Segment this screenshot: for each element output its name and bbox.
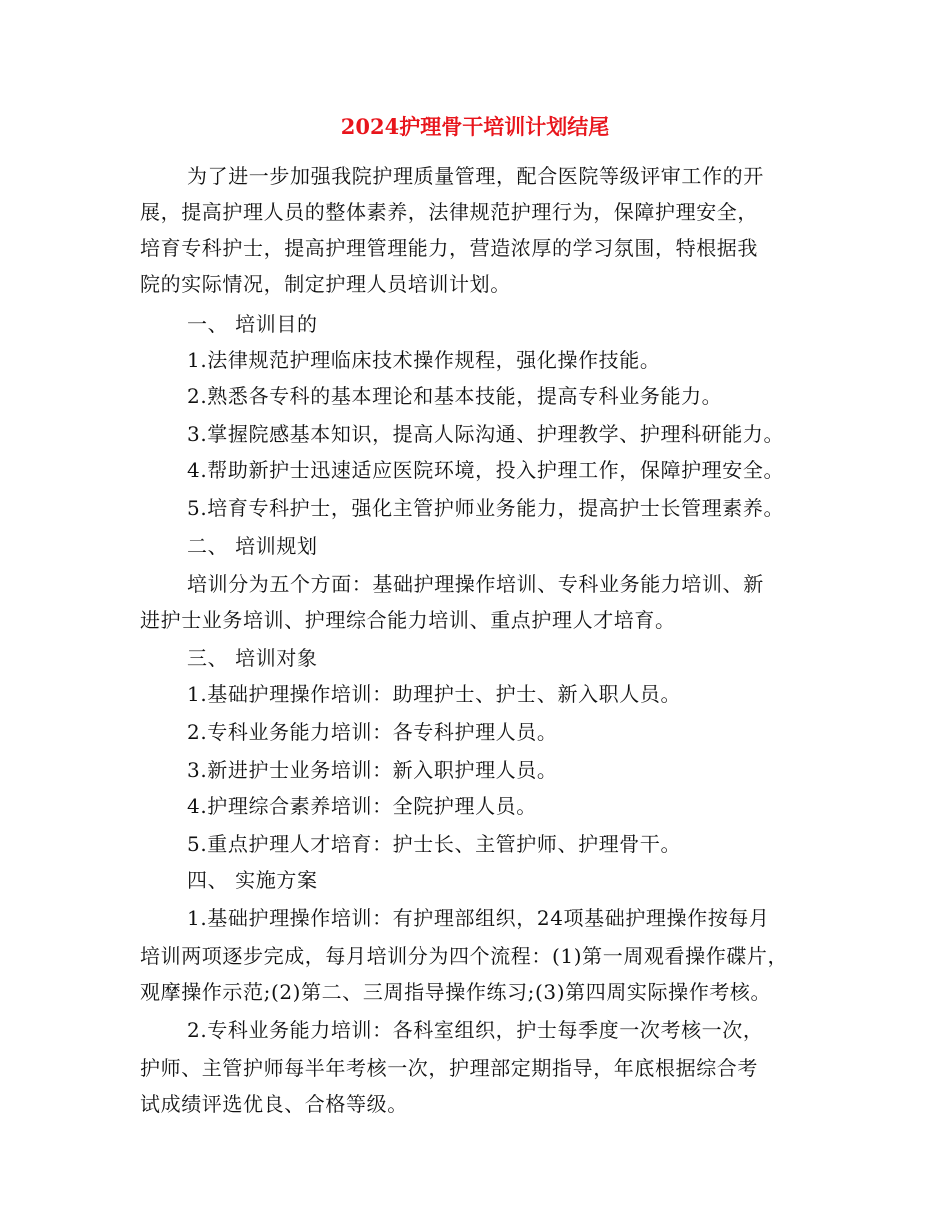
- section-heading: 二、 培训规划: [187, 534, 318, 558]
- paragraph-line: 培育专科护士，提高护理管理能力，营造浓厚的学习氛围，特根据我: [140, 236, 758, 260]
- paragraph-line: 展，提高护理人员的整体素养，法律规范护理行为，保障护理安全，: [140, 200, 758, 224]
- paragraph-line: 试成绩评选优良、合格等级。: [140, 1092, 408, 1116]
- paragraph-line: 1.基础护理操作培训：有护理部组织，24项基础护理操作按每月: [187, 906, 770, 930]
- list-item: 5.培育专科护士，强化主管护师业务能力，提高护士长管理素养。: [187, 496, 785, 520]
- paragraph-line: 培训分为五个方面：基础护理操作培训、专科业务能力培训、新: [187, 572, 764, 596]
- paragraph-line: 院的实际情况，制定护理人员培训计划。: [140, 272, 511, 296]
- list-item: 1.基础护理操作培训：助理护士、护士、新入职人员。: [187, 682, 682, 706]
- paragraph-line: 护师、主管护师每半年考核一次，护理部定期指导，年底根据综合考: [140, 1056, 758, 1080]
- paragraph-line: 进护士业务培训、护理综合能力培训、重点护理人才培育。: [140, 608, 676, 632]
- list-item: 2.熟悉各专科的基本理论和基本技能，提高专科业务能力。: [187, 384, 723, 408]
- list-item: 4.护理综合素养培训：全院护理人员。: [187, 794, 537, 818]
- list-item: 1.法律规范护理临床技术操作规程，强化操作技能。: [187, 348, 661, 372]
- paragraph-line: 培训两项逐步完成，每月培训分为四个流程：(1)第一周观看操作碟片，: [140, 944, 789, 968]
- list-item: 2.专科业务能力培训：各专科护理人员。: [187, 720, 558, 744]
- section-heading: 一、 培训目的: [187, 312, 318, 336]
- paragraph-line: 为了进一步加强我院护理质量管理，配合医院等级评审工作的开: [187, 164, 764, 188]
- section-heading: 四、 实施方案: [187, 868, 318, 892]
- section-heading: 三、 培训对象: [187, 646, 318, 670]
- list-item: 5.重点护理人才培育：护士长、主管护师、护理骨干。: [187, 832, 682, 856]
- document-title: 2024护理骨干培训计划结尾: [340, 114, 610, 139]
- paragraph-line: 观摩操作示范;(2)第二、三周指导操作练习;(3)第四周实际操作考核。: [140, 980, 772, 1004]
- list-item: 3.新进护士业务培训：新入职护理人员。: [187, 758, 558, 782]
- list-item: 3.掌握院感基本知识，提高人际沟通、护理教学、护理科研能力。: [187, 422, 785, 446]
- list-item: 4.帮助新护士迅速适应医院环境，投入护理工作，保障护理安全。: [187, 458, 785, 482]
- paragraph-line: 2.专科业务能力培训：各科室组织，护士每季度一次考核一次，: [187, 1018, 764, 1042]
